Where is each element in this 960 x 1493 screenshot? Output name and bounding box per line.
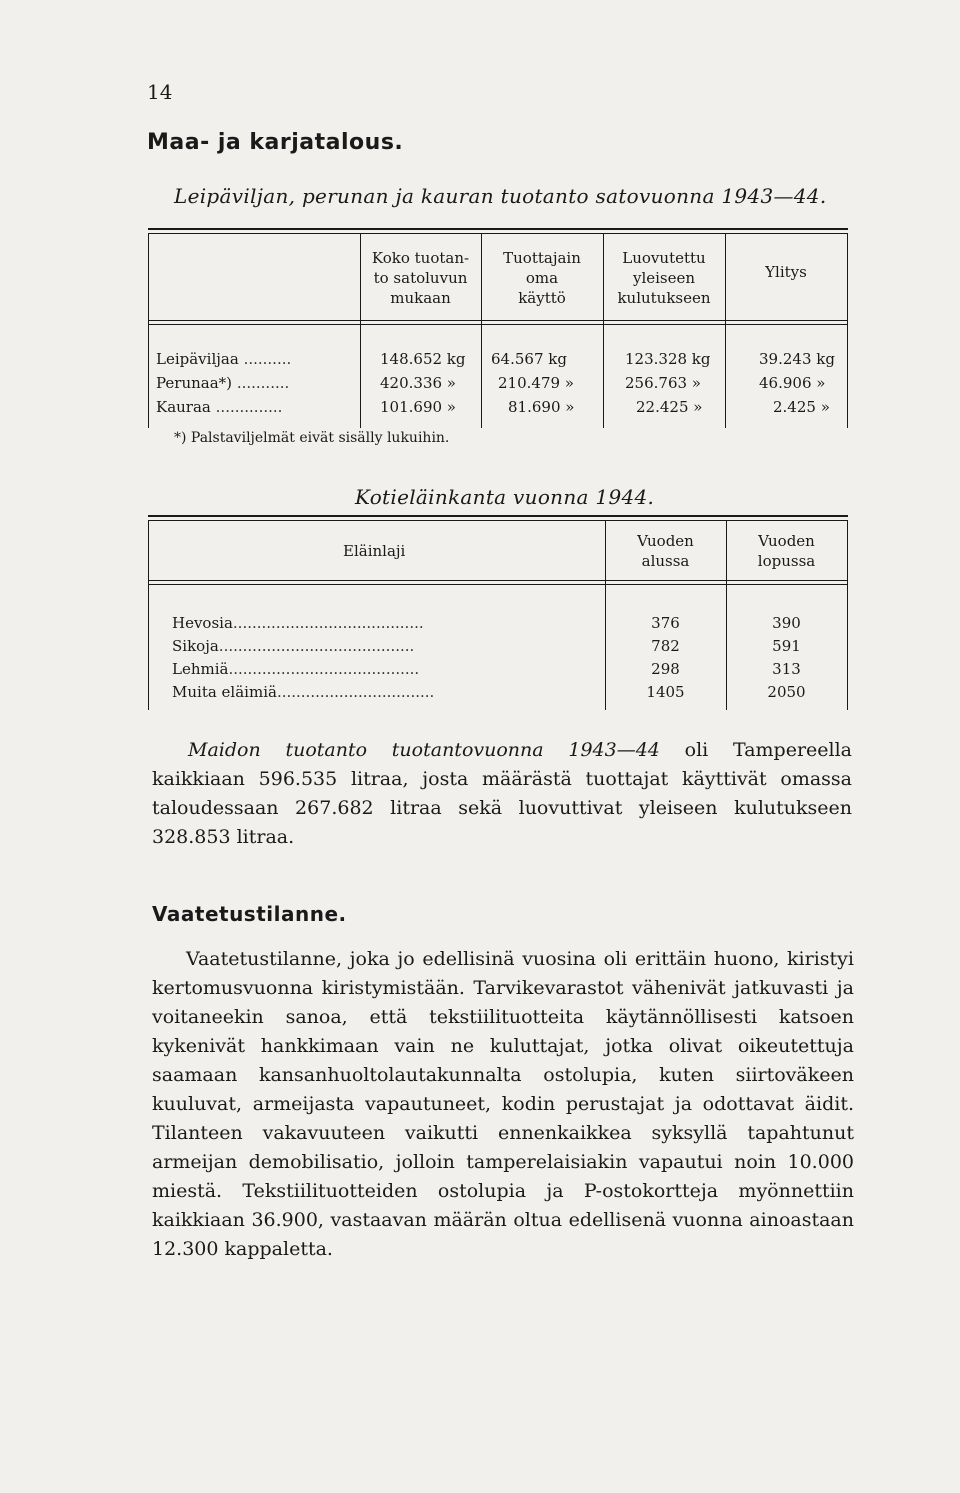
table-cell: 782 xyxy=(651,637,680,655)
table-row-label: Sikoja......................................... xyxy=(172,637,415,655)
header-year-start: Vuoden alussa xyxy=(637,532,694,570)
table-cell: 256.763 » xyxy=(625,374,701,392)
table-cell: 81.690 » xyxy=(508,398,575,416)
table-cell: 148.652 kg xyxy=(380,350,466,368)
header-animal-type: Eläinlaji xyxy=(343,542,406,560)
milk-production-paragraph xyxy=(152,736,852,852)
table-cell: 64.567 kg xyxy=(491,350,567,368)
milk-paragraph-text: oli Tampereella kaikkiaan 596.535 litraa, josta määrästä tuottajat käyttivät omassa taloudessaan 267.682 litraa sekä luovuttivat yleiseen kulutukseen 328.853 litraa. xyxy=(152,739,852,848)
table-cell: 2.425 » xyxy=(773,398,830,416)
table-row-label: Hevosia........................................ xyxy=(172,614,424,632)
header-year-end: Vuoden lopussa xyxy=(757,532,816,570)
header-surplus: Ylitys xyxy=(765,263,807,281)
table-cell: 298 xyxy=(651,660,680,678)
table1-title: Leipäviljan, perunan ja kauran tuotanto satovuonna 1943—44. xyxy=(174,184,827,208)
table-cell: 39.243 kg xyxy=(759,350,835,368)
table-cell: 591 xyxy=(772,637,801,655)
table-cell: 123.328 kg xyxy=(625,350,711,368)
clothing-paragraph xyxy=(152,945,854,1264)
table-cell: 101.690 » xyxy=(380,398,456,416)
table-cell: 390 xyxy=(772,614,801,632)
table1-footnote: *) Palstaviljelmät eivät sisälly lukuihin. xyxy=(174,430,450,446)
grain-production-table xyxy=(148,228,848,428)
table-cell: 210.479 » xyxy=(498,374,574,392)
header-own-use: Tuottajain oma käyttö xyxy=(503,249,581,307)
livestock-table xyxy=(148,515,848,710)
table2-title: Kotieläinkanta vuonna 1944. xyxy=(355,485,655,509)
header-public-consumption: Luovutettu yleiseen kulutukseen xyxy=(617,249,711,307)
table-cell: 420.336 » xyxy=(380,374,456,392)
page-number: 14 xyxy=(147,80,173,104)
section-heading: Maa- ja karjatalous. xyxy=(147,130,404,155)
table-row-label: Leipäviljaa .......... xyxy=(156,350,292,368)
table-cell: 22.425 » xyxy=(636,398,703,416)
table-row-label: Lehmiä........................................ xyxy=(172,660,420,678)
table-cell: 1405 xyxy=(646,683,685,701)
table-row-label: Muita eläimiä................................. xyxy=(172,683,435,701)
table-row-label: Kauraa .............. xyxy=(156,398,283,416)
table-cell: 2050 xyxy=(767,683,806,701)
clothing-paragraph-text: Vaatetustilanne, joka jo edellisinä vuosina oli erittäin huono, kiristyi kertomusvuonna kiristymistään. Tarvikevarastot vähenivät jatkuvasti ja voitaneekin sanoa, että tekstiilituotteita käytännöllisesti katsoen kykenivät hankkimaan vain ne kuluttajat, jotka olivat oikeutettuja saamaan kansanhuoltolautakunnalta ostolupia, kuten siirtoväkeen kuuluvat, armeijasta vapautuneet, kodin perustajat ja odottavat äidit. Tilanteen vakavuuteen vaikutti ennenkaikkea syksyllä tapahtunut armeijan demobilisatio, jolloin tamperelaisiakin vapautui noin 10.000 miestä. Tekstiilituotteiden ostolupia ja P-ostokortteja myönnettiin kaikkiaan 36.900, vastaavan määrän oltua edellisenä vuonna ainoastaan 12.300 kappaletta. xyxy=(152,948,854,1260)
header-total-production: Koko tuotan- to satoluvun mukaan xyxy=(371,249,470,307)
table-cell: 376 xyxy=(651,614,680,632)
table-cell: 46.906 » xyxy=(759,374,826,392)
clothing-heading: Vaatetustilanne. xyxy=(152,902,347,926)
table-cell: 313 xyxy=(772,660,801,678)
milk-paragraph-lead: Maidon tuotanto tuotantovuonna 1943—44 xyxy=(188,739,660,761)
table-row-label: Perunaa*) ........... xyxy=(156,374,290,392)
